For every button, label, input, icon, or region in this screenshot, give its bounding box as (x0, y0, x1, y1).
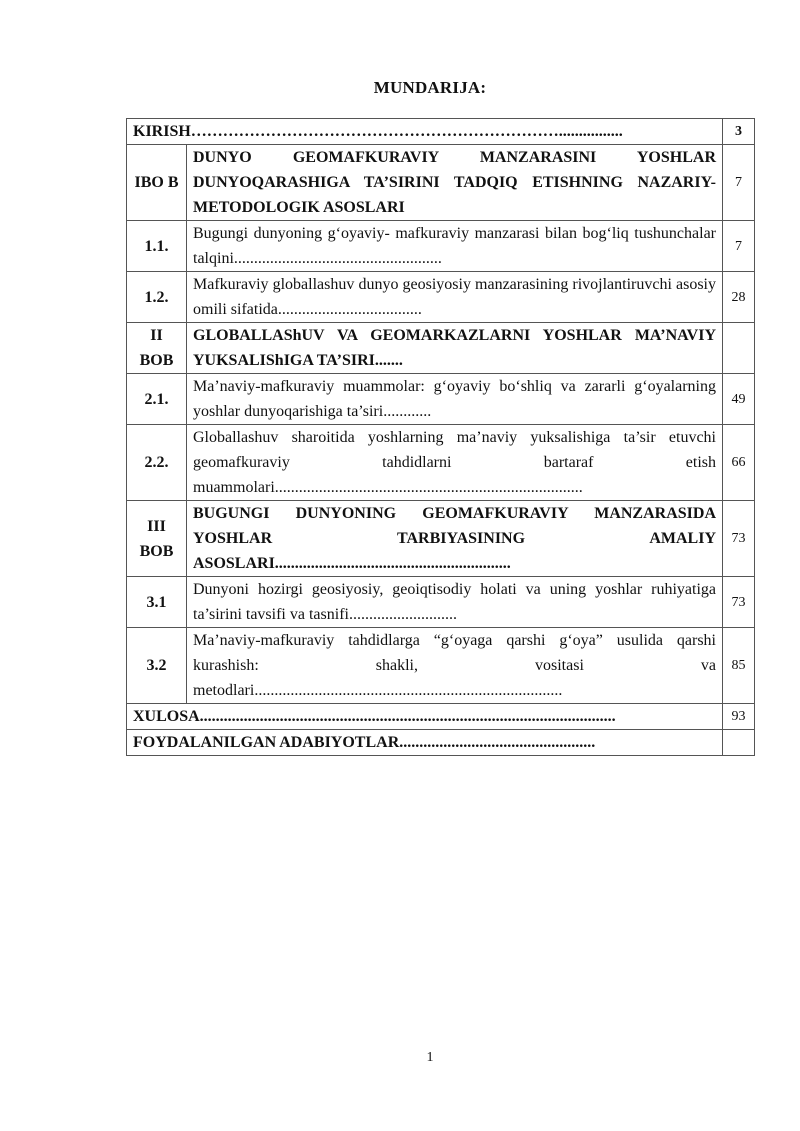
toc-entry-title: Mafkuraviy globallashuv dunyo geosiyosiy manzarasining rivojlantiruvchi asosiy omili sifatida.................................... (187, 272, 723, 323)
toc-entry-title: DUNYO GEOMAFKURAVIY MANZARASINI YOSHLAR DUNYOQARASHIGA TA’SIRINI TADQIQ ETISHNING NAZARIY-METODOLOGIK ASOSLARI (187, 145, 723, 221)
toc-page-number: 7 (723, 221, 755, 272)
toc-entry-title: Bugungi dunyoning g‘oyaviy- mafkuraviy manzarasi bilan bog‘liq tushunchalar talqini.................................................... (187, 221, 723, 272)
toc-entry-title: Dunyoni hozirgi geosiyosiy, geoiqtisodiy holati va uning yoshlar ruhiyatiga ta’sirini tavsifi va tasnifi........................... (187, 577, 723, 628)
toc-entry-title: Ma’naviy-mafkuraviy tahdidlarga “g‘oyaga qarshi g‘oya” usulida qarshi kurashish: shakli, vositasi va metodlari............................................................................. (187, 628, 723, 704)
toc-page-number: 28 (723, 272, 755, 323)
toc-page-number: 93 (723, 704, 755, 730)
toc-section-number: 2.2. (127, 425, 187, 501)
toc-row-section-3-1 (127, 577, 755, 628)
toc-section-number: 1.1. (127, 221, 187, 272)
toc-chapter-number: II BOB (127, 323, 187, 374)
toc-row-chapter-3 (127, 501, 755, 577)
toc-page-number: 73 (723, 501, 755, 577)
toc-page-number (723, 323, 755, 374)
toc-entry-title: GLOBALLAShUV VA GEOMARKAZLARNI YOSHLAR MA’NAVIY YUKSALIShIGA TA’SIRI....... (187, 323, 723, 374)
toc-section-number: 3.1 (127, 577, 187, 628)
toc-row-chapter-1 (127, 145, 755, 221)
toc-page-number: 7 (723, 145, 755, 221)
toc-section-number: 3.2 (127, 628, 187, 704)
toc-entry-title: XULOSA........................................................................................................ (127, 704, 723, 730)
toc-row-section-1-1 (127, 221, 755, 272)
toc-entry-title: Ma’naviy-mafkuraviy muammolar: g‘oyaviy bo‘shliq va zararli g‘oyalarning yoshlar dunyoqarishiga ta’siri............ (187, 374, 723, 425)
toc-page-number: 85 (723, 628, 755, 704)
toc-row-references (127, 730, 755, 756)
toc-row-conclusion (127, 704, 755, 730)
toc-page-number: 66 (723, 425, 755, 501)
toc-page-number (723, 730, 755, 756)
toc-row-section-3-2 (127, 628, 755, 704)
toc-chapter-number: III BOB (127, 501, 187, 577)
toc-entry-title: KIRISH……………………………………………………………................ (127, 119, 723, 145)
toc-entry-title: BUGUNGI DUNYONING GEOMAFKURAVIY MANZARASIDA YOSHLAR TARBIYASINING AMALIY ASOSLARI........................................................... (187, 501, 723, 577)
toc-row-section-1-2 (127, 272, 755, 323)
toc-section-number: 2.1. (127, 374, 187, 425)
toc-entry-title: FOYDALANILGAN ADABIYOTLAR................................................. (127, 730, 723, 756)
toc-row-chapter-2 (127, 323, 755, 374)
toc-chapter-number: IBO B (127, 145, 187, 221)
toc-row-intro (127, 119, 755, 145)
page-number: 1 (426, 1050, 434, 1065)
toc-page-number: 49 (723, 374, 755, 425)
toc-section-number: 1.2. (127, 272, 187, 323)
toc-page-number: 73 (723, 577, 755, 628)
table-of-contents (126, 118, 755, 756)
toc-row-section-2-2 (127, 425, 755, 501)
toc-entry-title: Globallashuv sharoitida yoshlarning ma’naviy yuksalishiga ta’sir etuvchi geomafkuraviy tahdidlarni bartaraf etish muammolari............................................................................. (187, 425, 723, 501)
page-title: MUNDARIJA: (373, 78, 487, 97)
toc-row-section-2-1 (127, 374, 755, 425)
toc-page-number: 3 (723, 119, 755, 145)
